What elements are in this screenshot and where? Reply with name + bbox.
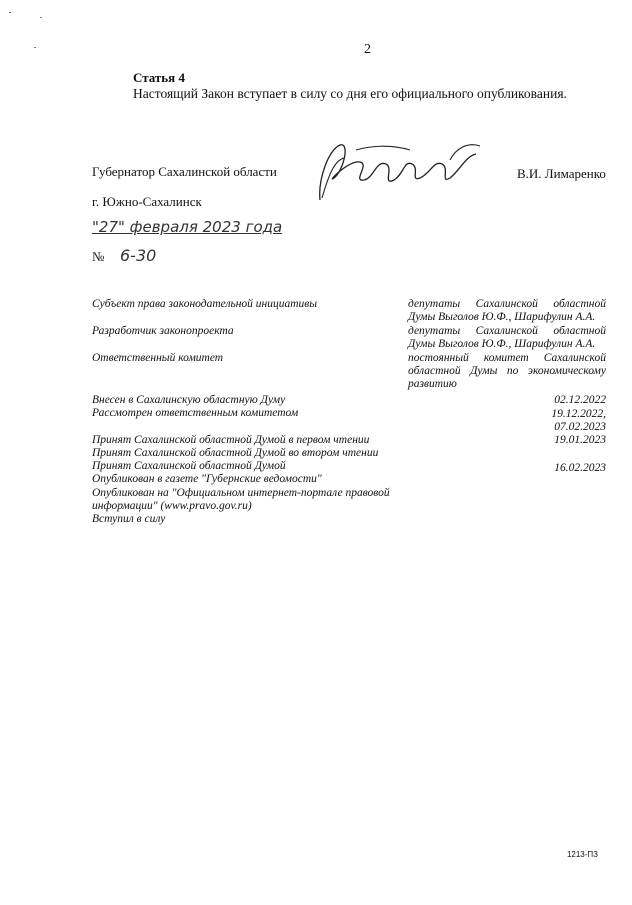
scan-speck (9, 12, 11, 13)
scan-speck (34, 47, 36, 48)
submitted-date: 02.12.2022 (554, 394, 606, 406)
published-portal-label: Опубликован на "Официальном интернет-портале правовой информации" (www.pravo.gov.ru) (92, 487, 390, 512)
reviewed-label: Рассмотрен ответственным комитетом (92, 407, 299, 419)
initiative-subject-value: депутаты Сахалинской областной Думы Выголов Ю.Ф., Шарифулин А.А. (408, 298, 606, 323)
governor-title: Губернатор Сахалинской области (92, 164, 277, 179)
scan-speck (40, 17, 42, 18)
city: г. Южно-Сахалинск (92, 194, 202, 209)
number-label: № (92, 249, 105, 264)
handwritten-number: 6-30 (120, 246, 157, 265)
adopted-date: 16.02.2023 (554, 462, 606, 474)
first-reading-date: 19.01.2023 (554, 434, 606, 446)
entered-into-force-label: Вступил в силу (92, 513, 166, 525)
bill-developer-label: Разработчик законопроекта (92, 325, 234, 337)
reviewed-date-2: 07.02.2023 (554, 421, 606, 433)
governor-name: В.И. Лимаренко (517, 166, 606, 181)
published-newspaper-label: Опубликован в газете "Губернские ведомости" (92, 473, 322, 485)
handwritten-signature (300, 130, 490, 210)
initiative-subject-label: Субъект права законодательной инициативы (92, 298, 318, 310)
reviewed-date: 19.12.2022, (551, 408, 606, 420)
handwritten-date: "27" февраля 2023 года (92, 218, 283, 236)
bill-developer-value: депутаты Сахалинской областной Думы Выголов Ю.Ф., Шарифулин А.А. (408, 325, 606, 350)
responsible-committee-label: Ответственный комитет (92, 352, 224, 364)
footer-code: 1213-ПЗ (566, 850, 598, 859)
second-reading-label: Принят Сахалинской областной Думой во втором чтении (92, 447, 379, 459)
article-text: Настоящий Закон вступает в силу со дня его официального опубликования. (133, 86, 567, 101)
article-title: Статья 4 (133, 70, 185, 85)
responsible-committee-value: постоянный комитет Сахалинской областной Думы по экономическому развитию (408, 352, 606, 390)
submitted-label: Внесен в Сахалинскую областную Думу (92, 394, 286, 406)
adopted-label: Принят Сахалинской областной Думой (92, 460, 286, 472)
page-number: 2 (364, 42, 371, 57)
first-reading-label: Принят Сахалинской областной Думой в первом чтении (92, 434, 370, 446)
